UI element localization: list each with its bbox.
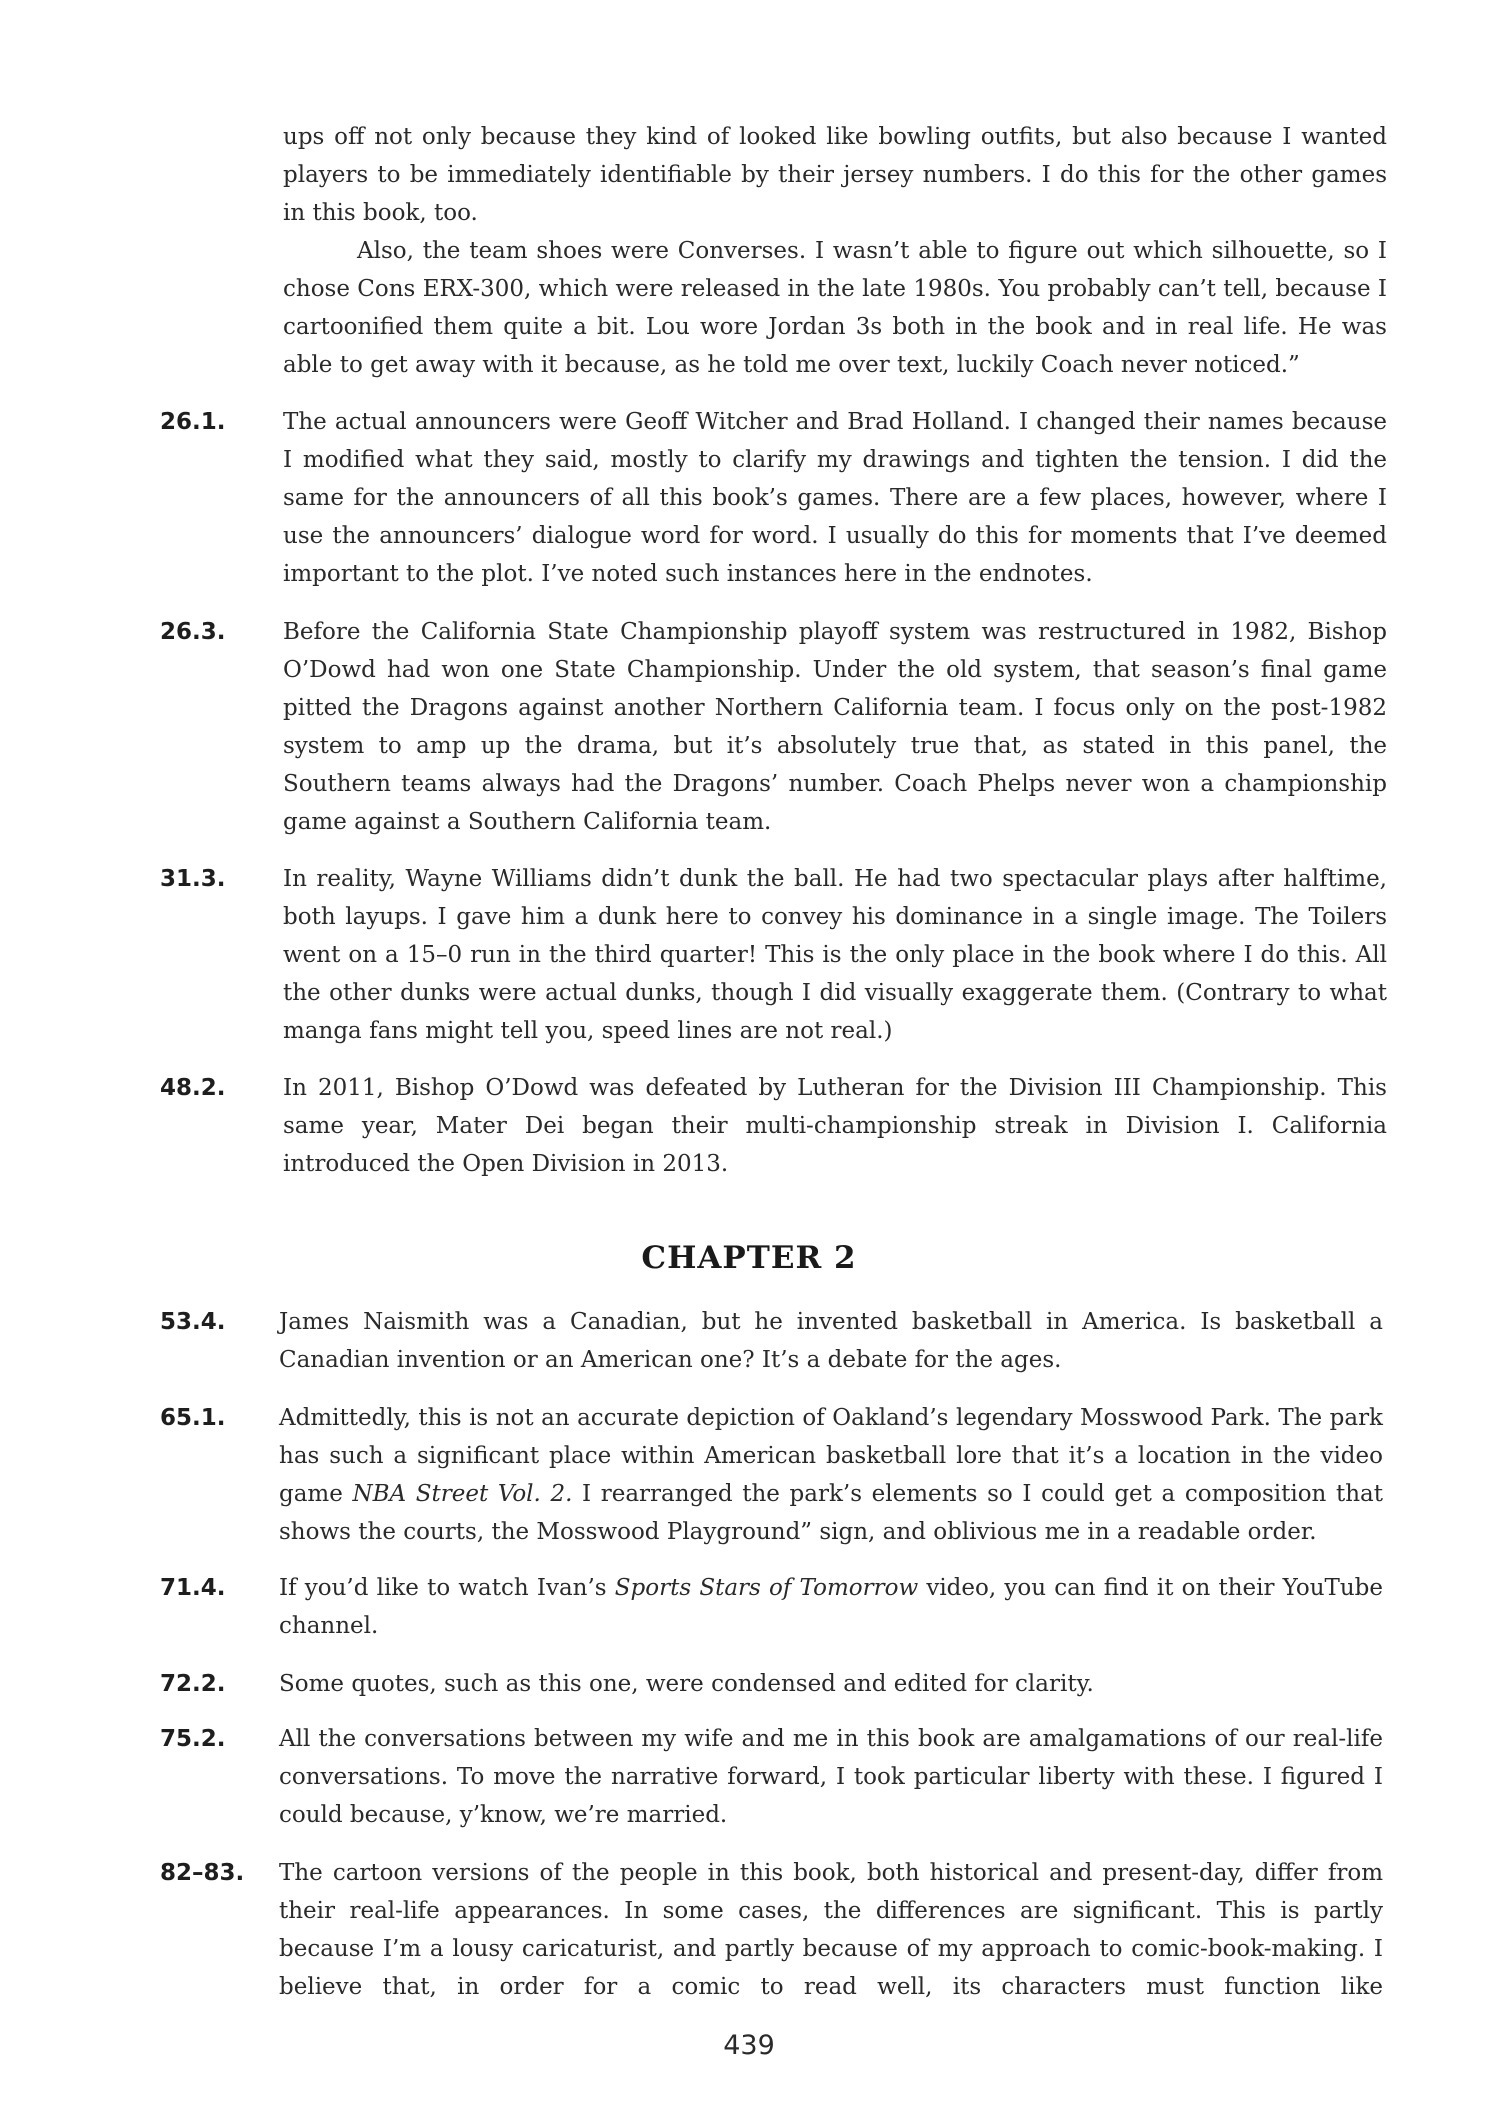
endnote-text: In reality, Wayne Williams didn’t dunk the ball. He had two spectacular plays after halftime, both layups. I gave him a dunk here to convey his dominance in a single image. The Toilers went on a 15–0 run in the third quarter! This is the only place in the book where I do this. All the other dunks were actual dunks, though I did visually exaggerate them. (Contrary to what manga fans might tell you, speed lines are not real.) xyxy=(283,866,1387,1044)
endnote-53-4 xyxy=(160,1303,1383,1379)
endnote-71-4 xyxy=(160,1569,1383,1645)
endnote-text xyxy=(279,1399,1383,1551)
endnote-text: The actual announcers were Geoff Witcher and Brad Holland. I changed their names because I modified what they said, mostly to clarify my drawings and tighten the tension. I did the same for the announcers of all this book’s games. There are a few places, however, where I use the announcers’ dialogue word for word. I usually do this for moments that I’ve deemed important to the plot. I’ve noted such instances here in the endnotes. xyxy=(283,409,1387,587)
endnote-text: Before the California State Championship playoff system was restructured in 1982, Bishop O’Dowd had won one State Championship. Under the old system, that season’s final game pitted the Dragons against another Northern California team. I focus only on the post-1982 system to amp up the drama, but it’s absolutely true that, as stated in this panel, the Southern teams always had the Dragons’ number. Coach Phelps never won a championship game against a Southern California team. xyxy=(283,619,1387,835)
endnote-text-part: video, you can find it on their YouTube channel. xyxy=(279,1575,1383,1639)
endnote-72-2 xyxy=(160,1665,1383,1703)
endnote-text: In 2011, Bishop O’Dowd was defeated by Lutheran for the Division III Championship. This same year, Mater Dei began their multi-championship streak in Division I. California introduced the Open Division in 2013. xyxy=(283,1075,1387,1177)
endnote-text: Some quotes, such as this one, were condensed and edited for clarity. xyxy=(279,1671,1094,1697)
page-number: 439 xyxy=(723,2030,775,2061)
endnote-26-3 xyxy=(160,613,1387,841)
endnote-75-2 xyxy=(160,1720,1383,1834)
endnote-48-2 xyxy=(160,1069,1387,1183)
endnote-65-1 xyxy=(160,1399,1383,1551)
endnote-text-part: I rearranged the park’s elements so I could get a composition that shows the courts, the Mosswood Playground” sign, and oblivious me in a readable order. xyxy=(279,1481,1383,1545)
endnote-number: 31.3. xyxy=(160,866,226,892)
endnote-text: James Naismith was a Canadian, but he invented basketball in America. Is basketball a Canadian invention or an American one? It’s a debate for the ages. xyxy=(279,1309,1383,1373)
endnote-text: All the conversations between my wife and me in this book are amalgamations of our real-life conversations. To move the narrative forward, I took particular liberty with these. I figured I could because, y’know, we’re married. xyxy=(279,1726,1383,1828)
endnote-number: 82–83. xyxy=(160,1860,245,1886)
endnote-number: 71.4. xyxy=(160,1575,226,1601)
endnote-text xyxy=(279,1569,1383,1645)
endnote-number: 72.2. xyxy=(160,1671,226,1697)
game-title: NBA Street Vol. 2. xyxy=(352,1481,573,1507)
endnote-number: 75.2. xyxy=(160,1726,226,1752)
endnote-number: 65.1. xyxy=(160,1405,226,1431)
endnote-text-part: Admittedly, this is not an accurate depiction of Oakland’s legendary Mosswood Park. The park has such a significant place within American basketball lore that it’s a location in the video game xyxy=(279,1405,1383,1507)
video-title: Sports Stars of Tomorrow xyxy=(614,1575,919,1601)
intro-paragraph-2: Also, the team shoes were Converses. I wasn’t able to figure out which silhouette, so I chose Cons ERX-300, which were released in the late 1980s. You probably can’t tell, because I cartoonified them quite a bit. Lou wore Jordan 3s both in the book and in real life. He was able to get away with it because, as he told me over text, luckily Coach never noticed.” xyxy=(283,238,1387,378)
chapter-heading: CHAPTER 2 xyxy=(641,1240,857,1276)
endnote-82-83 xyxy=(160,1854,1383,2006)
intro-paragraph-1: ups off not only because they kind of looked like bowling outfits, but also because I wanted players to be immediately identifiable by their jersey numbers. I do this for the other games in this book, too. xyxy=(283,124,1387,226)
endnote-number: 26.3. xyxy=(160,619,226,645)
endnote-number: 26.1. xyxy=(160,409,226,435)
endnote-text: The cartoon versions of the people in this book, both historical and present-day, differ from their real-life appearances. In some cases, the differences are significant. This is partly because I’m a lousy caricaturist, and partly because of my approach to comic-book-making. I believe that, in order for a comic to read well, its characters must function like xyxy=(279,1860,1383,2000)
endnote-number: 53.4. xyxy=(160,1309,226,1335)
endnote-26-1 xyxy=(160,403,1387,593)
endnote-31-3 xyxy=(160,860,1387,1050)
endnote-text-part: If you’d like to watch Ivan’s xyxy=(279,1575,615,1601)
endnote-number: 48.2. xyxy=(160,1075,226,1101)
